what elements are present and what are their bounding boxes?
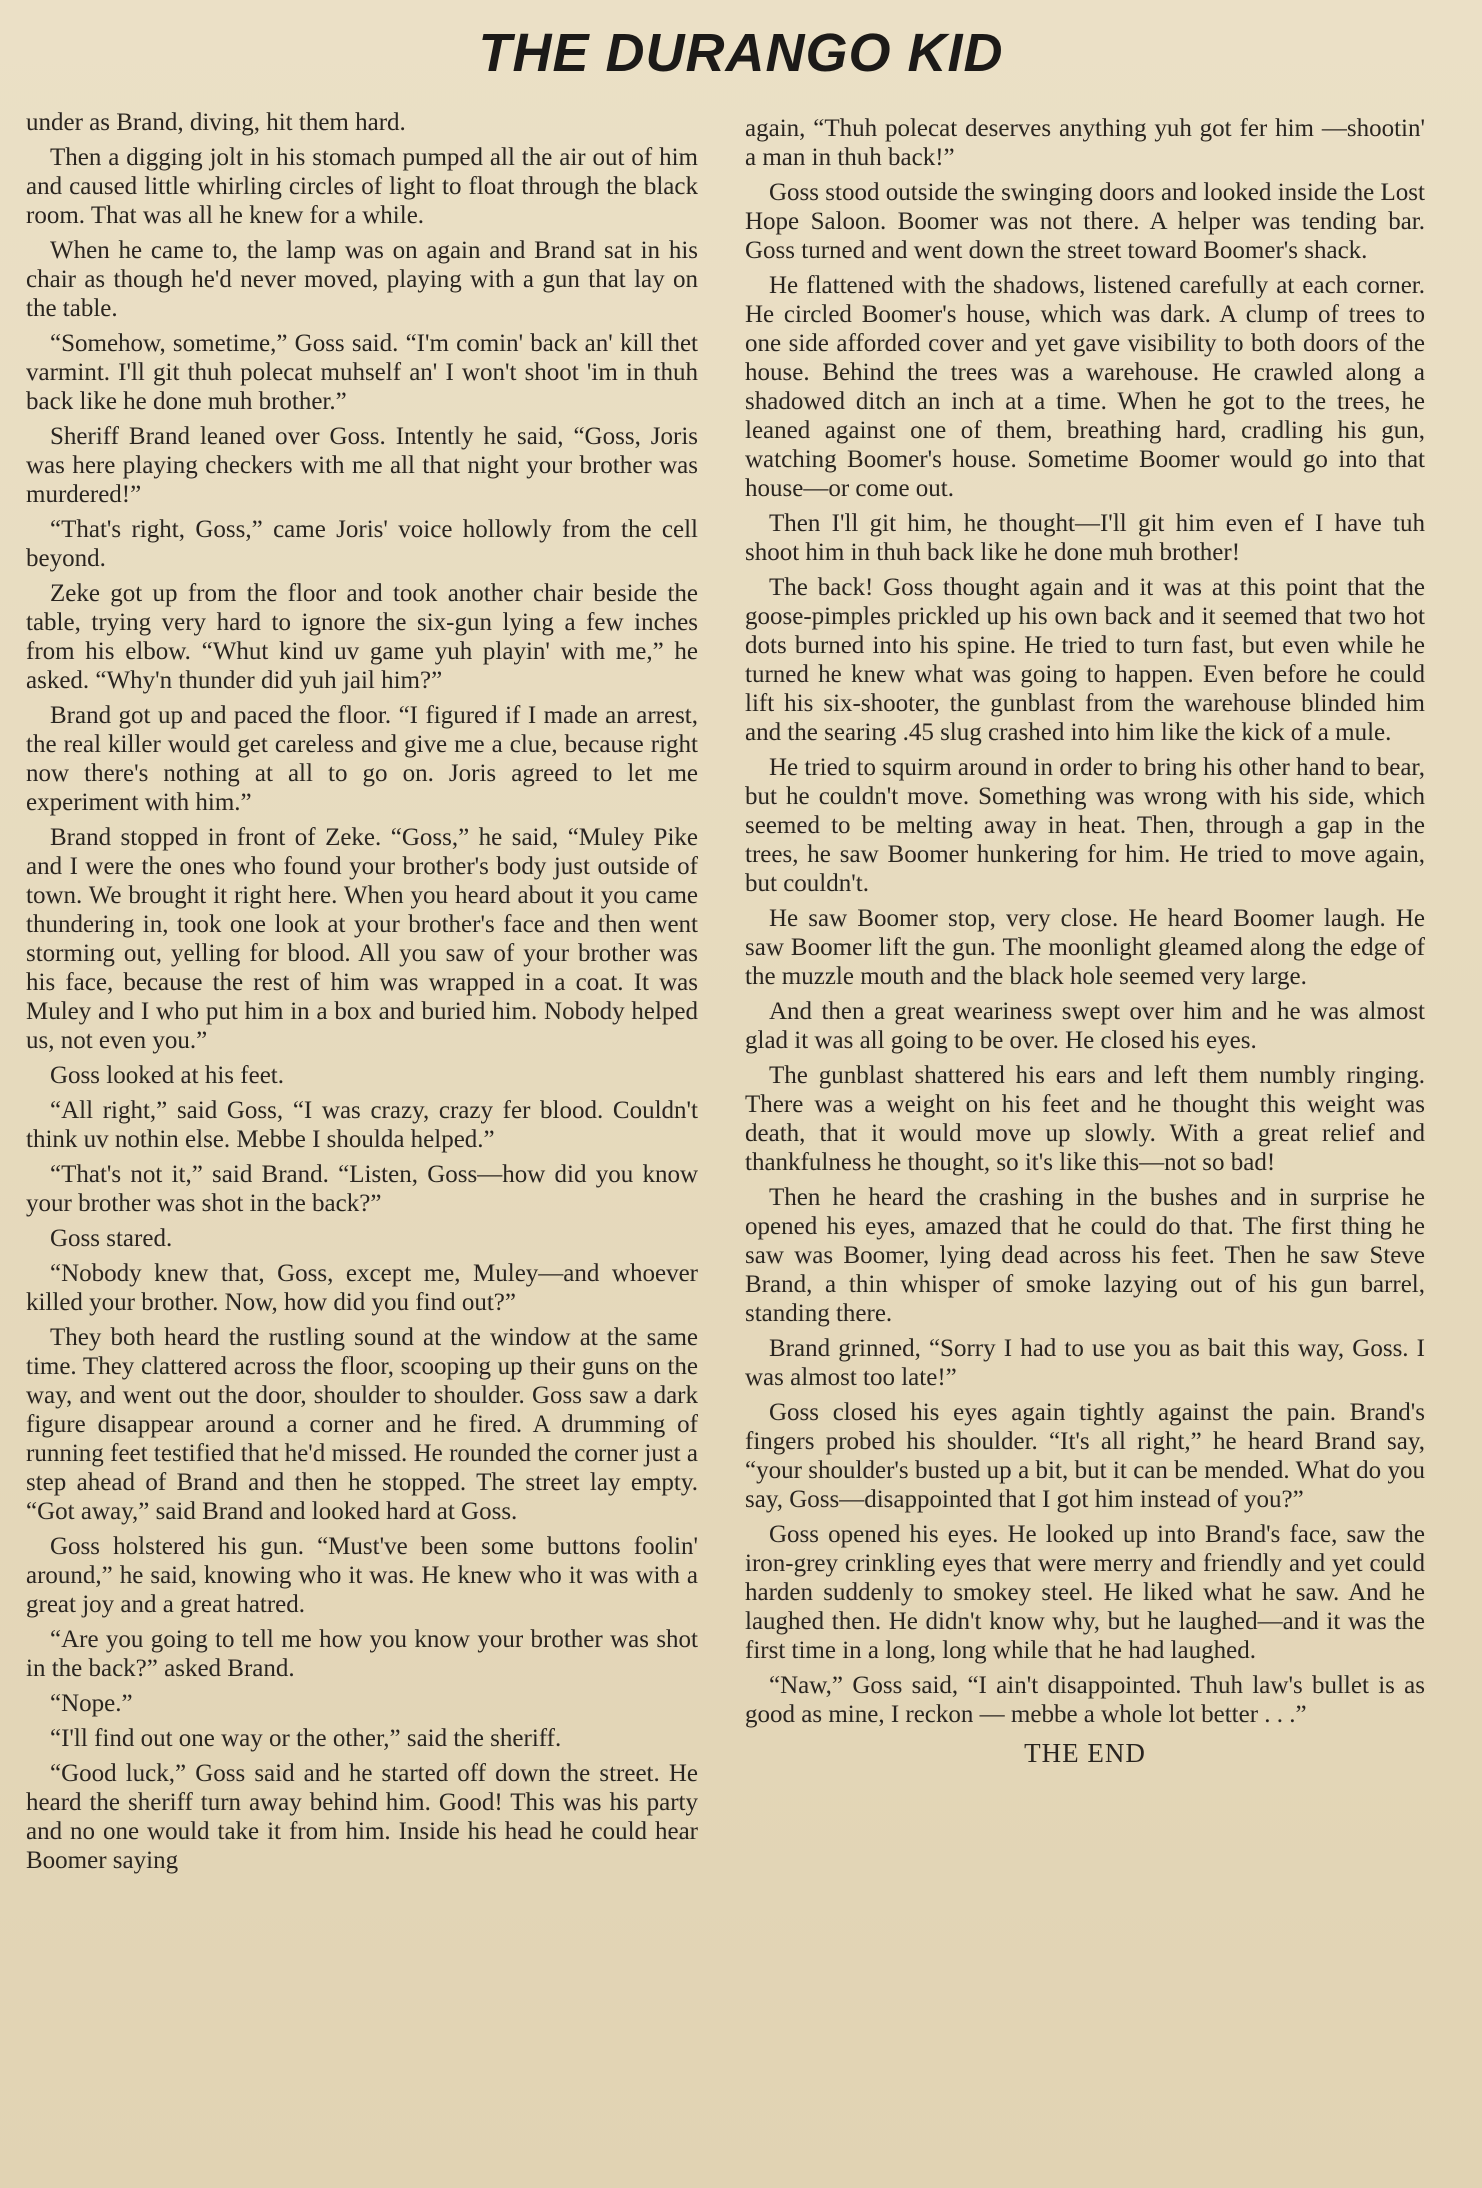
paragraph: The gunblast shattered his ears and left them numbly ringing. There was a weight on his feet and he thought this weight was death, that it would move up slowly. With a great relief and thankfulness he thought, so it's like this—not so bad! bbox=[745, 1062, 1425, 1176]
page-title: THE DURANGO KID bbox=[478, 23, 1004, 83]
paragraph: “All right,” said Goss, “I was crazy, crazy fer blood. Couldn't think uv nothin else. Mebbe I shoulda helped.” bbox=[26, 1097, 698, 1153]
paragraph: “Nobody knew that, Goss, except me, Muley—and whoever killed your brother. Now, how did you find out?” bbox=[26, 1260, 698, 1316]
paragraph: “That's right, Goss,” came Joris' voice hollowly from the cell beyond. bbox=[26, 516, 698, 572]
paragraph: And then a great weariness swept over him and he was almost glad it was all going to be over. He closed his eyes. bbox=[745, 998, 1425, 1054]
paragraph: Goss stared. bbox=[50, 1225, 173, 1252]
paragraph: Goss looked at his feet. bbox=[50, 1062, 284, 1089]
paragraph: “Good luck,” Goss said and he started off down the street. He heard the sheriff turn away behind him. Good! This was his party and no one would take it from him. Inside his head he could hear Boomer saying bbox=[26, 1760, 698, 1874]
paragraph: Sheriff Brand leaned over Goss. Intently he said, “Goss, Joris was here playing checkers with me all that night your brother was murdered!” bbox=[26, 423, 698, 508]
paragraph: Zeke got up from the floor and took another chair beside the table, trying very hard to ignore the six-gun lying a few inches from his elbow. “Whut kind uv game yuh playin' with me,” he asked. “Why'n thunder did yuh jail him?” bbox=[26, 580, 698, 694]
paragraph: Brand stopped in front of Zeke. “Goss,” he said, “Muley Pike and I were the ones who found your brother's body just outside of town. We brought it right here. When you heard about it you came thundering in, took one look at your brother's face and then went storming out, yelling for blood. All you saw of your brother was his face, because the rest of him was wrapped in a coat. It was Muley and I who put him in a box and buried him. Nobody helped us, not even you.” bbox=[26, 824, 698, 1054]
paragraph: He saw Boomer stop, very close. He heard Boomer laugh. He saw Boomer lift the gun. The moonlight gleamed along the edge of the muzzle mouth and the black hole seemed very large. bbox=[745, 905, 1425, 990]
paragraph: Goss closed his eyes again tightly against the pain. Brand's fingers probed his shoulder. “It's all right,” he heard Brand say, “your shoulder's busted up a bit, but it can be mended. What do you say, Goss—disappointed that I got him instead of you?” bbox=[745, 1399, 1425, 1513]
paragraph: “Are you going to tell me how you know your brother was shot in the back?” asked Brand. bbox=[26, 1626, 698, 1682]
paragraph: Then I'll git him, he thought—I'll git him even ef I have tuh shoot him in thuh back like he done muh brother! bbox=[745, 510, 1425, 566]
paragraph: “Nope.” bbox=[50, 1690, 133, 1717]
left-column bbox=[26, 108, 698, 1881]
paragraph: “Naw,” Goss said, “I ain't disappointed. Thuh law's bullet is as good as mine, I reckon — mebbe a whole lot better . . .” bbox=[745, 1672, 1425, 1728]
paragraph: Goss stood outside the swinging doors and looked inside the Lost Hope Saloon. Boomer was not there. A helper was tending bar. Goss turned and went down the street toward Boomer's shack. bbox=[745, 179, 1425, 264]
paragraph: “I'll find out one way or the other,” said the sheriff. bbox=[50, 1725, 562, 1752]
paragraph: “Somehow, sometime,” Goss said. “I'm comin' back an' kill thet varmint. I'll git thuh polecat muhself an' I won't shoot 'im in thuh back like he done muh brother.” bbox=[26, 330, 698, 415]
paragraph: Goss holstered his gun. “Must've been some buttons foolin' around,” he said, knowing who it was. He knew who it was with a great joy and a great hatred. bbox=[26, 1533, 698, 1618]
paragraph: Brand got up and paced the floor. “I figured if I made an arrest, the real killer would get careless and give me a clue, because right now there's nothing at all to go on. Joris agreed to let me experiment with him.” bbox=[26, 702, 698, 816]
paragraph: “That's not it,” said Brand. “Listen, Goss—how did you know your brother was shot in the back?” bbox=[26, 1161, 698, 1217]
paragraph: Then he heard the crashing in the bushes and in surprise he opened his eyes, amazed that he could do that. The first thing he saw was Boomer, lying dead across his feet. Then he saw Steve Brand, a thin whisper of smoke lazying out of his gun barrel, standing there. bbox=[745, 1184, 1425, 1327]
right-column bbox=[745, 114, 1425, 1774]
paragraph: He tried to squirm around in order to bring his other hand to bear, but he couldn't move. Something was wrong with his side, which seemed to be melting away in heat. Then, through a gap in the trees, he saw Boomer hunkering for him. He tried to move again, but couldn't. bbox=[745, 754, 1425, 897]
paragraph: They both heard the rustling sound at the window at the same time. They clattered across the floor, scooping up their guns on the way, and went out the door, shoulder to shoulder. Goss saw a dark figure disappear around a corner and he fired. A drumming of running feet testified that he'd missed. He rounded the corner just a step ahead of Brand and then he stopped. The street lay empty. “Got away,” said Brand and looked hard at Goss. bbox=[26, 1324, 698, 1525]
paragraph: Brand grinned, “Sorry I had to use you as bait this way, Goss. I was almost too late!” bbox=[745, 1335, 1425, 1391]
paragraph: When he came to, the lamp was on again and Brand sat in his chair as though he'd never moved, playing with a gun that lay on the table. bbox=[26, 237, 698, 322]
paragraph: The back! Goss thought again and it was at this point that the goose-pimples prickled up his own back and it seemed that two hot dots burned into his spine. He tried to turn fast, but even while he turned he knew what was going to happen. Even before he could lift his six-shooter, the gunblast from the warehouse blinded him and the searing .45 slug crashed into him like the kick of a mule. bbox=[745, 574, 1425, 746]
paragraph: Then a digging jolt in his stomach pumped all the air out of him and caused little whirling circles of light to float through the black room. That was all he knew for a while. bbox=[26, 144, 698, 229]
paragraph: again, “Thuh polecat deserves anything yuh got fer him —shootin' a man in thuh back!” bbox=[745, 115, 1425, 171]
the-end-label: THE END bbox=[1024, 1738, 1146, 1768]
paragraph: Goss opened his eyes. He looked up into Brand's face, saw the iron-grey crinkling eyes that were merry and friendly and yet could harden suddenly to smokey steel. He liked what he saw. And he laughed then. He didn't know why, but he laughed—and it was the first time in a long, long while that he had laughed. bbox=[745, 1521, 1425, 1664]
paragraph: He flattened with the shadows, listened carefully at each corner. He circled Boomer's house, which was dark. A clump of trees to one side afforded cover and yet gave visibility to both doors of the house. Behind the trees was a warehouse. He crawled along a shadowed ditch an inch at a time. When he got to the trees, he leaned against one of them, breathing hard, cradling his gun, watching Boomer's house. Sometime Boomer would go into that house—or come out. bbox=[745, 272, 1425, 502]
paragraph: under as Brand, diving, hit them hard. bbox=[26, 109, 406, 136]
